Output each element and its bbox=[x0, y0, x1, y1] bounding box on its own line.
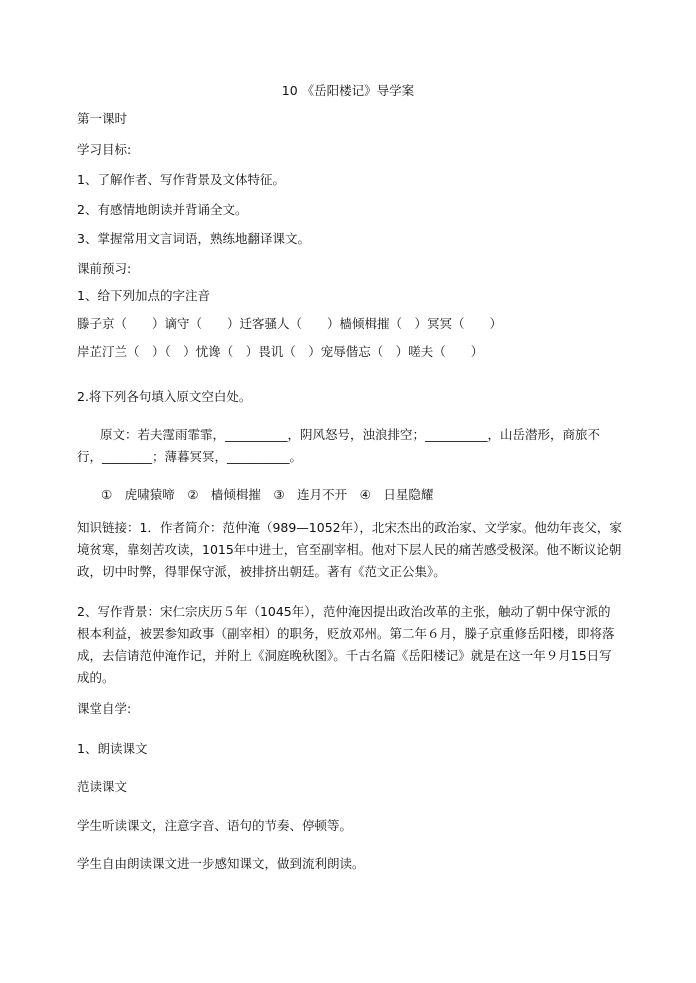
pinyin-line-2: 岸芷汀兰（ ）（ ）忧谗（ ）畏讥（ ）宠辱偕忘（ ）嗟夫（ ） bbox=[77, 344, 484, 359]
step-listen: 学生听读课文，注意字音、语句的节奏、停顿等。 bbox=[77, 818, 353, 833]
pinyin-line-1: 滕子京（ ）谪守（ ）迁客骚人（ ）樯倾楫摧（ ）冥冥（ ） bbox=[77, 316, 503, 331]
task1-heading: 1、给下列加点的字注音 bbox=[77, 288, 210, 303]
step-read-aloud: 1、朗读课文 bbox=[77, 741, 148, 756]
writing-background: 2、写作背景：宋仁宗庆历５年（1045年），范仲淹因提出政治改革的主张，触动了朝中保守派的根本利益，被罢参知政事（副宰相）的职务，贬放邓州。第二年６月，滕子京重修岳阳楼，即将落成，去信请范仲淹作记，并附上《洞庭晚秋图》。千古名篇《岳阳楼记》就是在这一年９月15日写成的。 bbox=[77, 604, 615, 685]
step-model-reading: 范读课文 bbox=[77, 779, 128, 794]
goals-heading: 学习目标: bbox=[77, 142, 132, 157]
goal-item: 1、了解作者、写作背景及文体特征。 bbox=[77, 172, 285, 187]
step-free-reading: 学生自由朗读课文进一步感知课文，做到流利朗读。 bbox=[77, 856, 365, 871]
goal-item: 2、有感情地朗读并背诵全文。 bbox=[77, 202, 248, 217]
goal-item: 3、掌握常用文言词语，熟练地翻译课文。 bbox=[77, 231, 310, 246]
preview-heading: 课前预习: bbox=[77, 261, 132, 276]
task2-heading: 2.将下列各句填入原文空白处。 bbox=[77, 389, 252, 404]
author-intro: 知识链接：1．作者简介：范仲淹（989—1052年），北宋杰出的政治家、文学家。他幼年丧父，家境贫寒，靠刻苦攻读，1015年中进士，官至副宰相。他对下层人民的痛苦感受极深。他不断议论朝政，切中时弊，得罪保守派，被排挤出朝廷。著有《范文正公集》。 bbox=[77, 520, 622, 579]
fill-options: ① 虎啸猿啼 ② 樯倾楫摧 ③ 连月不开 ④ 日星隐耀 bbox=[101, 487, 434, 502]
self-study-heading: 课堂自学: bbox=[77, 701, 132, 716]
lesson-label: 第一课时 bbox=[77, 111, 128, 126]
fill-in-passage: 原文：若夫霪雨霏霏，__________，阴风怒号，浊浪排空；__________，山岳潜形，商旅不行，________；薄暮冥冥，__________。 bbox=[77, 427, 601, 464]
page-title: 10 《岳阳楼记》导学案 bbox=[281, 83, 415, 98]
